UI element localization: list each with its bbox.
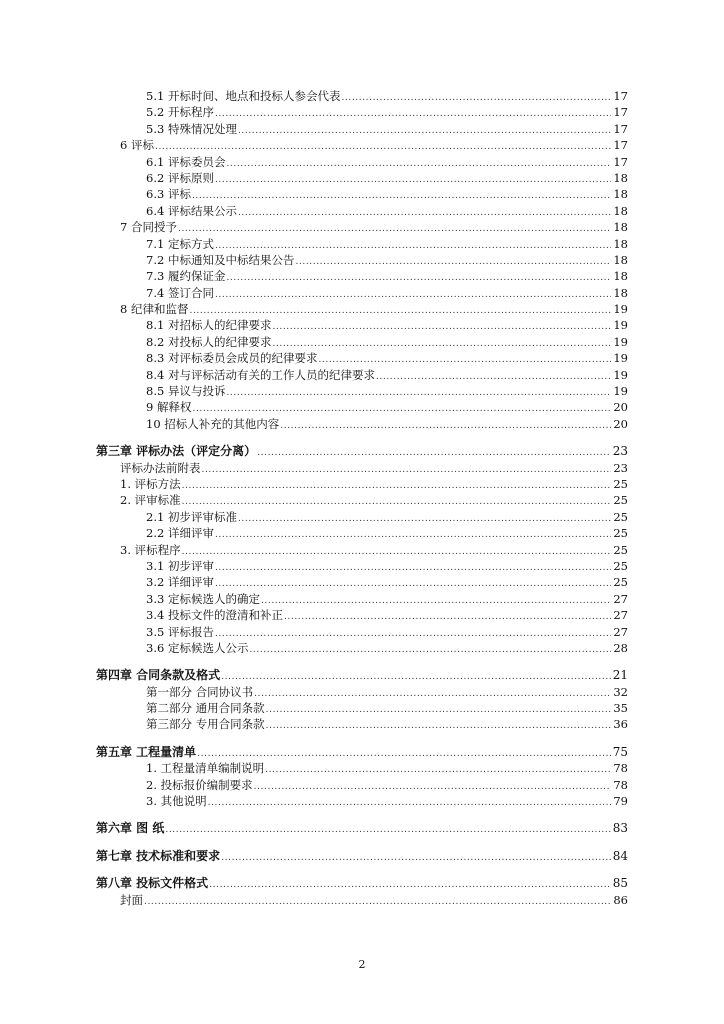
toc-entry[interactable]: [0, 186, 724, 202]
toc-entry-page: 21: [612, 668, 628, 683]
toc-entry[interactable]: [0, 509, 724, 525]
toc-entry-page: 25: [613, 542, 628, 557]
toc-entry-title: 第三部分 专用合同条款: [146, 717, 265, 732]
toc-entry-title: 1. 工程量清单编制说明: [146, 761, 265, 776]
toc-entry-title: 2. 投标报价编制要求: [146, 777, 253, 792]
toc-dot-leader: [249, 642, 611, 658]
toc-entry[interactable]: [0, 607, 724, 623]
toc-entry-page: 25: [613, 509, 628, 524]
toc-entry-title: 9 解释权: [146, 400, 192, 415]
toc-entry-page: 19: [613, 351, 628, 366]
toc-entry-title: 第三章 评标办法（评定分离）: [96, 444, 257, 459]
toc-entry-page: 19: [613, 334, 628, 349]
toc-entry-page: 18: [613, 285, 628, 300]
toc-entry-page: 19: [613, 302, 628, 317]
toc-entry-title: 3.6 定标候选人公示: [146, 640, 249, 655]
toc-entry-page: 19: [613, 384, 628, 399]
toc-entry-title: 10 招标人补充的其他内容: [146, 416, 280, 431]
toc-entry-title: 2.1 初步评审标准: [146, 509, 237, 524]
toc-entry-title: 8 纪律和监督: [120, 302, 189, 317]
toc-entry[interactable]: [0, 285, 724, 301]
toc-entry-title: 6.3 评标: [146, 187, 191, 202]
toc-chapter-entry[interactable]: [0, 820, 724, 836]
toc-entry[interactable]: [0, 334, 724, 350]
toc-entry[interactable]: [0, 542, 724, 558]
toc-entry[interactable]: [0, 104, 724, 120]
toc-entry-title: 第四章 合同条款及格式: [96, 668, 221, 683]
toc-entry-title: 第二部分 通用合同条款: [146, 701, 265, 716]
toc-entry[interactable]: [0, 383, 724, 399]
toc-entry[interactable]: [0, 416, 724, 432]
toc-entry-title: 3. 评标程序: [120, 542, 181, 557]
toc-entry-title: 评标办法前附表: [120, 460, 201, 475]
toc-entry[interactable]: [0, 236, 724, 252]
toc-entry-page: 17: [613, 138, 628, 153]
toc-entry[interactable]: [0, 492, 724, 508]
toc-chapter-entry[interactable]: [0, 443, 724, 459]
toc-entry-page: 79: [613, 794, 628, 809]
toc-entry[interactable]: [0, 700, 724, 716]
toc-entry-page: 25: [613, 526, 628, 541]
toc-entry-title: 6.4 评标结果公示: [146, 203, 237, 218]
toc-entry[interactable]: [0, 684, 724, 700]
toc-entry-page: 86: [613, 892, 628, 907]
toc-chapter-entry[interactable]: [0, 875, 724, 891]
toc-entry-page: 20: [613, 416, 628, 431]
toc-entry[interactable]: [0, 252, 724, 268]
toc-chapter-entry[interactable]: [0, 667, 724, 683]
toc-entry-page: 17: [613, 154, 628, 169]
toc-entry-page: 27: [613, 591, 628, 606]
toc-entry-page: 19: [613, 318, 628, 333]
toc-chapter-entry[interactable]: [0, 744, 724, 760]
toc-entry-title: 7.3 履约保证金: [146, 269, 226, 284]
toc-entry-page: 25: [613, 558, 628, 573]
toc-entry-page: 25: [613, 493, 628, 508]
toc-entry-page: 18: [613, 187, 628, 202]
toc-entry[interactable]: [0, 624, 724, 640]
toc-dot-leader: [165, 822, 610, 838]
toc-entry-page: 23: [612, 444, 628, 459]
toc-entry-page: 75: [612, 744, 628, 759]
toc-entry[interactable]: [0, 640, 724, 656]
toc-entry[interactable]: [0, 350, 724, 366]
toc-entry-page: 18: [613, 203, 628, 218]
toc-entry[interactable]: [0, 558, 724, 574]
toc-entry-page: 18: [613, 252, 628, 267]
toc-entry-title: 第七章 技术标准和要求: [96, 848, 221, 863]
toc-dot-leader: [280, 418, 611, 434]
toc-entry-title: 7.2 中标通知及中标结果公告: [146, 252, 295, 267]
toc-entry-title: 1. 评标方法: [120, 476, 181, 491]
toc-entry-title: 第八章 投标文件格式: [96, 876, 209, 891]
table-of-contents: [0, 88, 724, 908]
toc-entry-title: 2.2 详细评审: [146, 526, 214, 541]
toc-entry[interactable]: [0, 219, 724, 235]
toc-entry-title: 8.2 对投标人的纪律要求: [146, 334, 272, 349]
toc-entry[interactable]: [0, 301, 724, 317]
toc-entry-page: 27: [613, 624, 628, 639]
toc-dot-leader: [221, 850, 611, 866]
toc-entry[interactable]: [0, 203, 724, 219]
toc-entry-page: 25: [613, 476, 628, 491]
toc-entry[interactable]: [0, 137, 724, 153]
toc-entry-page: 35: [613, 701, 628, 716]
toc-entry[interactable]: [0, 892, 724, 908]
toc-entry[interactable]: [0, 591, 724, 607]
toc-chapter-entry[interactable]: [0, 848, 724, 864]
toc-entry-title: 7.4 签订合同: [146, 285, 214, 300]
toc-entry-title: 第一部分 合同协议书: [146, 684, 254, 699]
toc-entry[interactable]: [0, 88, 724, 104]
toc-entry[interactable]: [0, 367, 724, 383]
toc-entry-title: 第六章 图 纸: [96, 821, 165, 836]
toc-entry[interactable]: [0, 154, 724, 170]
toc-dot-leader: [266, 718, 612, 734]
toc-entry-title: 6 评标: [120, 138, 154, 153]
toc-entry-title: 第五章 工程量清单: [96, 744, 197, 759]
toc-entry-title: 8.5 异议与投诉: [146, 384, 226, 399]
toc-entry-title: 2. 评审标准: [120, 493, 181, 508]
toc-entry-page: 78: [613, 761, 628, 776]
toc-entry-page: 25: [613, 575, 628, 590]
toc-dot-leader: [208, 795, 612, 811]
toc-entry-page: 17: [613, 89, 628, 103]
toc-entry[interactable]: [0, 716, 724, 732]
toc-entry-page: 18: [613, 220, 628, 235]
toc-entry-page: 17: [613, 121, 628, 136]
toc-entry-title: 5.1 开标时间、地点和投标人参会代表: [146, 89, 341, 103]
toc-entry[interactable]: [0, 525, 724, 541]
toc-entry-page: 36: [613, 717, 628, 732]
toc-entry-title: 5.3 特殊情况处理: [146, 121, 237, 136]
toc-entry[interactable]: [0, 793, 724, 809]
toc-entry-page: 23: [613, 460, 628, 475]
toc-entry-title: 3.1 初步评审: [146, 558, 214, 573]
toc-entry-page: 85: [612, 876, 628, 891]
toc-entry-page: 78: [613, 777, 628, 792]
toc-entry[interactable]: [0, 268, 724, 284]
toc-dot-leader: [144, 894, 611, 910]
toc-entry[interactable]: [0, 399, 724, 415]
toc-entry[interactable]: [0, 460, 724, 476]
toc-entry[interactable]: [0, 760, 724, 776]
toc-entry-title: 3.2 详细评审: [146, 575, 214, 590]
toc-entry-page: 17: [613, 105, 628, 120]
toc-entry-page: 18: [613, 269, 628, 284]
toc-entry-page: 83: [612, 821, 628, 836]
toc-entry-page: 28: [613, 640, 628, 655]
toc-entry-page: 18: [613, 170, 628, 185]
toc-entry[interactable]: [0, 476, 724, 492]
toc-entry-title: 8.1 对招标人的纪律要求: [146, 318, 272, 333]
toc-entry-title: 7.1 定标方式: [146, 236, 214, 251]
toc-entry-page: 18: [613, 236, 628, 251]
toc-entry-title: 封面: [120, 892, 143, 907]
toc-entry[interactable]: [0, 317, 724, 333]
toc-entry-page: 19: [613, 367, 628, 382]
toc-entry[interactable]: [0, 170, 724, 186]
toc-entry-title: 3.4 投标文件的澄清和补正: [146, 608, 283, 623]
toc-entry-title: 6.1 评标委员会: [146, 154, 226, 169]
toc-entry-title: 8.3 对评标委员会成员的纪律要求: [146, 351, 318, 366]
toc-entry-title: 7 合同授予: [120, 220, 177, 235]
toc-entry[interactable]: [0, 777, 724, 793]
page-number: 2: [358, 958, 366, 971]
toc-entry-title: 6.2 评标原则: [146, 170, 214, 185]
toc-entry-title: 8.4 对与评标活动有关的工作人员的纪律要求: [146, 367, 375, 382]
toc-entry-page: 27: [613, 608, 628, 623]
toc-entry-title: 3. 其他说明: [146, 794, 207, 809]
toc-entry-title: 3.3 定标候选人的确定: [146, 591, 260, 606]
toc-entry[interactable]: [0, 574, 724, 590]
toc-entry-title: 3.5 评标报告: [146, 624, 214, 639]
toc-entry-page: 20: [613, 400, 628, 415]
toc-entry[interactable]: [0, 121, 724, 137]
toc-entry-page: 32: [613, 684, 628, 699]
toc-entry-page: 84: [612, 848, 628, 863]
toc-entry-title: 5.2 开标程序: [146, 105, 214, 120]
